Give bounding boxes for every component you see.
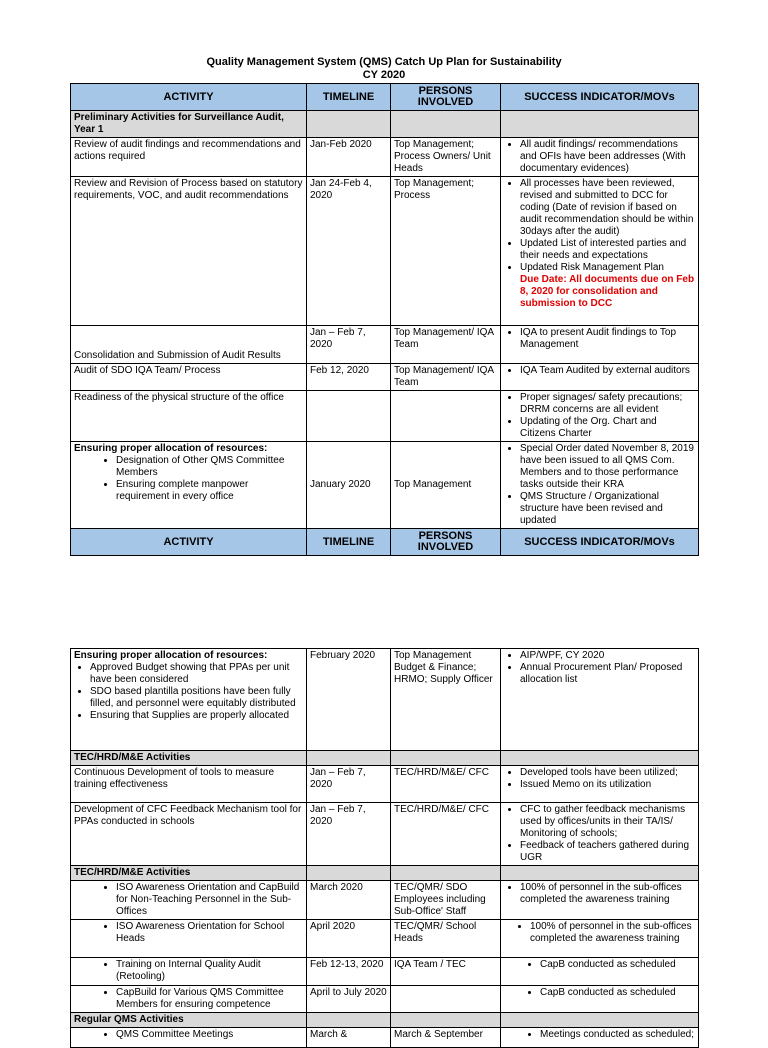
persons-cell: TEC/QMR/ School Heads [391, 920, 501, 958]
success-cell [501, 364, 699, 391]
activity-cell: Audit of SDO IQA Team/ Process [71, 364, 307, 391]
success-bullet: • Updating of the Org. Chart and Citizens Charter [520, 416, 695, 440]
timeline-cell: Feb 12-13, 2020 [307, 958, 391, 986]
timeline-cell [307, 391, 391, 442]
activity-bullet: • Ensuring that Supplies are properly allocated [90, 710, 303, 722]
section-row [71, 866, 699, 881]
table-row [71, 958, 699, 986]
timeline-cell: February 2020 [307, 649, 391, 751]
timeline-cell: March & [307, 1028, 391, 1048]
section-row [71, 751, 699, 766]
timeline-cell: Feb 12, 2020 [307, 364, 391, 391]
persons-cell [391, 986, 501, 1013]
activity-cell: Consolidation and Submission of Audit Results [71, 326, 307, 364]
header-success: SUCCESS INDICATOR/MOVs [501, 84, 699, 111]
table-row [71, 391, 699, 442]
persons-cell: TEC/HRD/M&E/ CFC [391, 803, 501, 866]
success-bullet: • IQA Team Audited by external auditors [520, 365, 695, 377]
table-row [71, 177, 699, 326]
activity-cell: Continuous Development of tools to measure training effectiveness [71, 766, 307, 803]
section-title: TEC/HRD/M&E Activities [71, 866, 307, 881]
success-bullet: • QMS Structure / Organizational structure have been revised and updated [520, 491, 695, 527]
success-cell [501, 803, 699, 866]
success-bullet: • 100% of personnel in the sub-offices completed the awareness training [530, 921, 695, 945]
timeline-cell: January 2020 [307, 442, 391, 529]
success-bullet: • All processes have been reviewed, revised and submitted to DCC for coding (Date of revision if based on audit recommendation should be within 30days after the audit) [520, 178, 695, 238]
activity-title: Ensuring proper allocation of resources: [74, 443, 268, 454]
section-title: Preliminary Activities for Surveillance Audit, Year 1 [71, 111, 307, 138]
success-cell [501, 766, 699, 803]
table-row [71, 649, 699, 751]
activity-cell: Review of audit findings and recommendations and actions required [71, 138, 307, 177]
persons-cell: Top Management/ IQA Team [391, 326, 501, 364]
footer-header-row [71, 529, 699, 556]
table-row [71, 442, 699, 529]
activity-cell [71, 881, 307, 920]
timeline-cell: Jan-Feb 2020 [307, 138, 391, 177]
table-row [71, 1028, 699, 1048]
activity-cell [71, 1028, 307, 1048]
table-row [71, 986, 699, 1013]
section-title: Regular QMS Activities [71, 1013, 307, 1028]
success-cell [501, 391, 699, 442]
section-row [71, 111, 699, 138]
header-success: SUCCESS INDICATOR/MOVs [501, 529, 699, 556]
table-row [71, 326, 699, 364]
persons-cell: Top Management; Process [391, 177, 501, 326]
success-bullet: • AIP/WPF, CY 2020 [520, 650, 695, 662]
document-title: Quality Management System (QMS) Catch Up Plan for Sustainability [206, 56, 562, 68]
timeline-cell: April 2020 [307, 920, 391, 958]
success-bullet: • Updated List of interested parties and their needs and expectations [520, 238, 695, 262]
timeline-cell: March 2020 [307, 881, 391, 920]
success-cell [501, 138, 699, 177]
timeline-cell: Jan – Feb 7, 2020 [307, 803, 391, 866]
timeline-cell: Jan – Feb 7, 2020 [307, 766, 391, 803]
timeline-cell: Jan 24-Feb 4, 2020 [307, 177, 391, 326]
activity-bullet: • ISO Awareness Orientation and CapBuild for Non-Teaching Personnel in the Sub-Offices [116, 882, 303, 918]
success-bullet: • Proper signages/ safety precautions; DRRM concerns are all evident [520, 392, 695, 416]
table-row [71, 766, 699, 803]
activity-bullet: • Approved Budget showing that PPAs per unit have been considered [90, 662, 303, 686]
success-cell [501, 986, 699, 1013]
document-year: CY 2020 [362, 69, 406, 81]
success-cell [501, 649, 699, 751]
success-bullet: • Meetings conducted as scheduled; [540, 1029, 695, 1041]
activity-cell [71, 958, 307, 986]
persons-cell [391, 391, 501, 442]
success-bullet: • CapB conducted as scheduled [540, 987, 695, 999]
persons-cell: Top Management Budget & Finance; HRMO; Supply Officer [391, 649, 501, 751]
success-bullet: • CFC to gather feedback mechanisms used by offices/units in their TA/IS/ Monitoring of schools; [520, 804, 695, 840]
success-cell [501, 881, 699, 920]
activity-title: Ensuring proper allocation of resources: [74, 650, 268, 661]
success-bullet: • Feedback of teachers gathered during UGR [520, 840, 695, 864]
activity-bullet: • Training on Internal Quality Audit (Retooling) [116, 959, 303, 983]
activity-cell [71, 986, 307, 1013]
section-title: TEC/HRD/M&E Activities [71, 751, 307, 766]
activity-cell [71, 649, 307, 751]
persons-cell: IQA Team / TEC [391, 958, 501, 986]
header-activity: ACTIVITY [71, 84, 307, 111]
activity-cell: Review and Revision of Process based on statutory requirements, VOC, and audit recommendations [71, 177, 307, 326]
success-bullet: • Special Order dated November 8, 2019 have been issued to all QMS Com. Members and to those performance tasks outside their KRA [520, 443, 695, 491]
activity-bullet: • SDO based plantilla positions have been fully filled, and personnel were equitably distributed [90, 686, 303, 710]
activity-cell: Readiness of the physical structure of the office [71, 391, 307, 442]
activity-bullet: • Ensuring complete manpower requirement in every office [116, 479, 303, 503]
table-row [71, 920, 699, 958]
activity-cell: Development of CFC Feedback Mechanism tool for PPAs conducted in schools [71, 803, 307, 866]
header-timeline: TIMELINE [307, 84, 391, 111]
activity-bullet: • CapBuild for Various QMS Committee Members for ensuring competence [116, 987, 303, 1011]
persons-cell: TEC/HRD/M&E/ CFC [391, 766, 501, 803]
plan-table-1 [70, 83, 699, 556]
persons-cell: Top Management [391, 442, 501, 529]
success-bullet: • 100% of personnel in the sub-offices completed the awareness training [520, 882, 695, 906]
activity-cell [71, 920, 307, 958]
persons-cell: Top Management/ IQA Team [391, 364, 501, 391]
due-date-note: Due Date: All documents due on Feb 8, 2020 for consolidation and submission to DCC [520, 274, 695, 309]
success-bullet: • Issued Memo on its utilization [520, 779, 695, 791]
timeline-cell: April to July 2020 [307, 986, 391, 1013]
header-row [71, 84, 699, 111]
success-cell [501, 958, 699, 986]
table-row [71, 803, 699, 866]
activity-cell [71, 442, 307, 529]
activity-bullet: • ISO Awareness Orientation for School Heads [116, 921, 303, 945]
header-persons: PERSONS INVOLVED [391, 529, 501, 556]
success-bullet: • CapB conducted as scheduled [540, 959, 695, 971]
table-row [71, 138, 699, 177]
table-row [71, 881, 699, 920]
table-row [71, 364, 699, 391]
persons-cell: TEC/QMR/ SDO Employees including Sub-Office' Staff [391, 881, 501, 920]
success-cell [501, 1028, 699, 1048]
section-row [71, 1013, 699, 1028]
success-bullet: • IQA to present Audit findings to Top Management [520, 327, 695, 351]
success-cell [501, 177, 699, 326]
activity-bullet: • QMS Committee Meetings [116, 1029, 303, 1041]
success-cell [501, 326, 699, 364]
success-bullet: • Developed tools have been utilized; [520, 767, 695, 779]
persons-cell: Top Management; Process Owners/ Unit Heads [391, 138, 501, 177]
success-bullet: • All audit findings/ recommendations and OFIs have been addresses (With documentary evidences) [520, 139, 695, 175]
plan-table-2 [70, 648, 699, 1048]
header-activity: ACTIVITY [71, 529, 307, 556]
success-cell [501, 442, 699, 529]
header-persons: PERSONS INVOLVED [391, 84, 501, 111]
header-timeline: TIMELINE [307, 529, 391, 556]
success-bullet: • Annual Procurement Plan/ Proposed allocation list [520, 662, 695, 686]
activity-bullet: • Designation of Other QMS Committee Members [116, 455, 303, 479]
persons-cell: March & September [391, 1028, 501, 1048]
success-bullet: • Updated Risk Management Plan [520, 262, 695, 274]
timeline-cell: Jan – Feb 7, 2020 [307, 326, 391, 364]
success-cell [501, 920, 699, 958]
